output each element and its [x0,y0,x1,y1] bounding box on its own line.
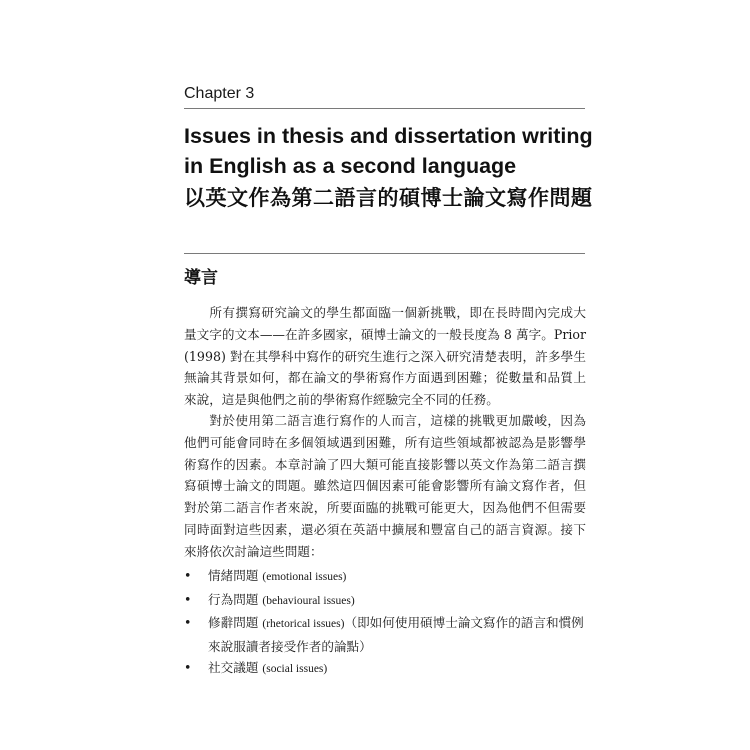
issue-explanation: （即如何使用碩博士論文寫作的語言和慣例來說服讀者接受作者的論點） [208,615,584,654]
paragraph-text: 對於使用第二語言進行寫作的人而言，這樣的挑戰更加嚴峻，因為他們可能會同時在多個領域遇到困難，所有這些領域都被認為是影響學術寫作的因素。本章討論了四大類可能直接影響以英文作為第二語言撰寫碩博士論文的問題。雖然這四個因素可能會影響所有論文寫作者，但對於第二語言作者來說，所要面臨的挑戰可能更大，因為他們不但需要同時面對這些因素，還必須在英語中擴展和豐富自己的語言資源。接下來將依次討論這些問題： [184,413,586,559]
list-item-social [184,657,586,681]
issue-label-en: (behavioural issues) [262,594,355,607]
chapter-label: Chapter 3 [184,85,255,102]
issue-label-zh: 情緒問題 [208,568,259,583]
bullet-icon: • [184,660,192,675]
issue-label-en: (rhetorical issues) [262,618,345,630]
issue-label-zh: 社交議題 [208,660,259,675]
issues-list [184,565,586,681]
chapter-title-chinese: 以英文作為第二語言的碩博士論文寫作問題 [184,186,593,210]
list-item-emotional [184,565,586,589]
bullet-icon: • [184,615,192,630]
paragraph-introduction [184,302,586,411]
section-heading: 導言 [184,268,218,288]
issue-label-zh: 行為問題 [208,591,259,607]
paragraph-text: 所有撰寫研究論文的學生都面臨一個新挑戰，即在長時間內完成大量文字的文本——在許多國家，碩博士論文的一般長度為 8 萬字。Prior (1998) 對在其學科中寫作的研究生進行之深入研究清楚表明，許多學生無論其背景如何，都在論文的學術寫作方面遇到困難；從數量和品質上來說，這是與他們之前的學術寫作經驗完全不同的任務。 [184,305,586,408]
list-item-rhetorical [184,612,586,657]
issue-label-en: (emotional issues) [262,571,347,583]
bullet-icon: • [184,591,192,607]
list-item-behavioural [184,589,586,613]
top-divider [184,108,585,109]
paragraph-second-language [184,410,586,563]
bullet-icon: • [184,568,192,583]
issue-label-en: (social issues) [262,663,328,675]
title-divider [184,253,585,254]
issue-label-zh: 修辭問題 [208,615,259,630]
chapter-title-english: Issues in thesis and dissertation writing in English as a second language [184,124,593,178]
